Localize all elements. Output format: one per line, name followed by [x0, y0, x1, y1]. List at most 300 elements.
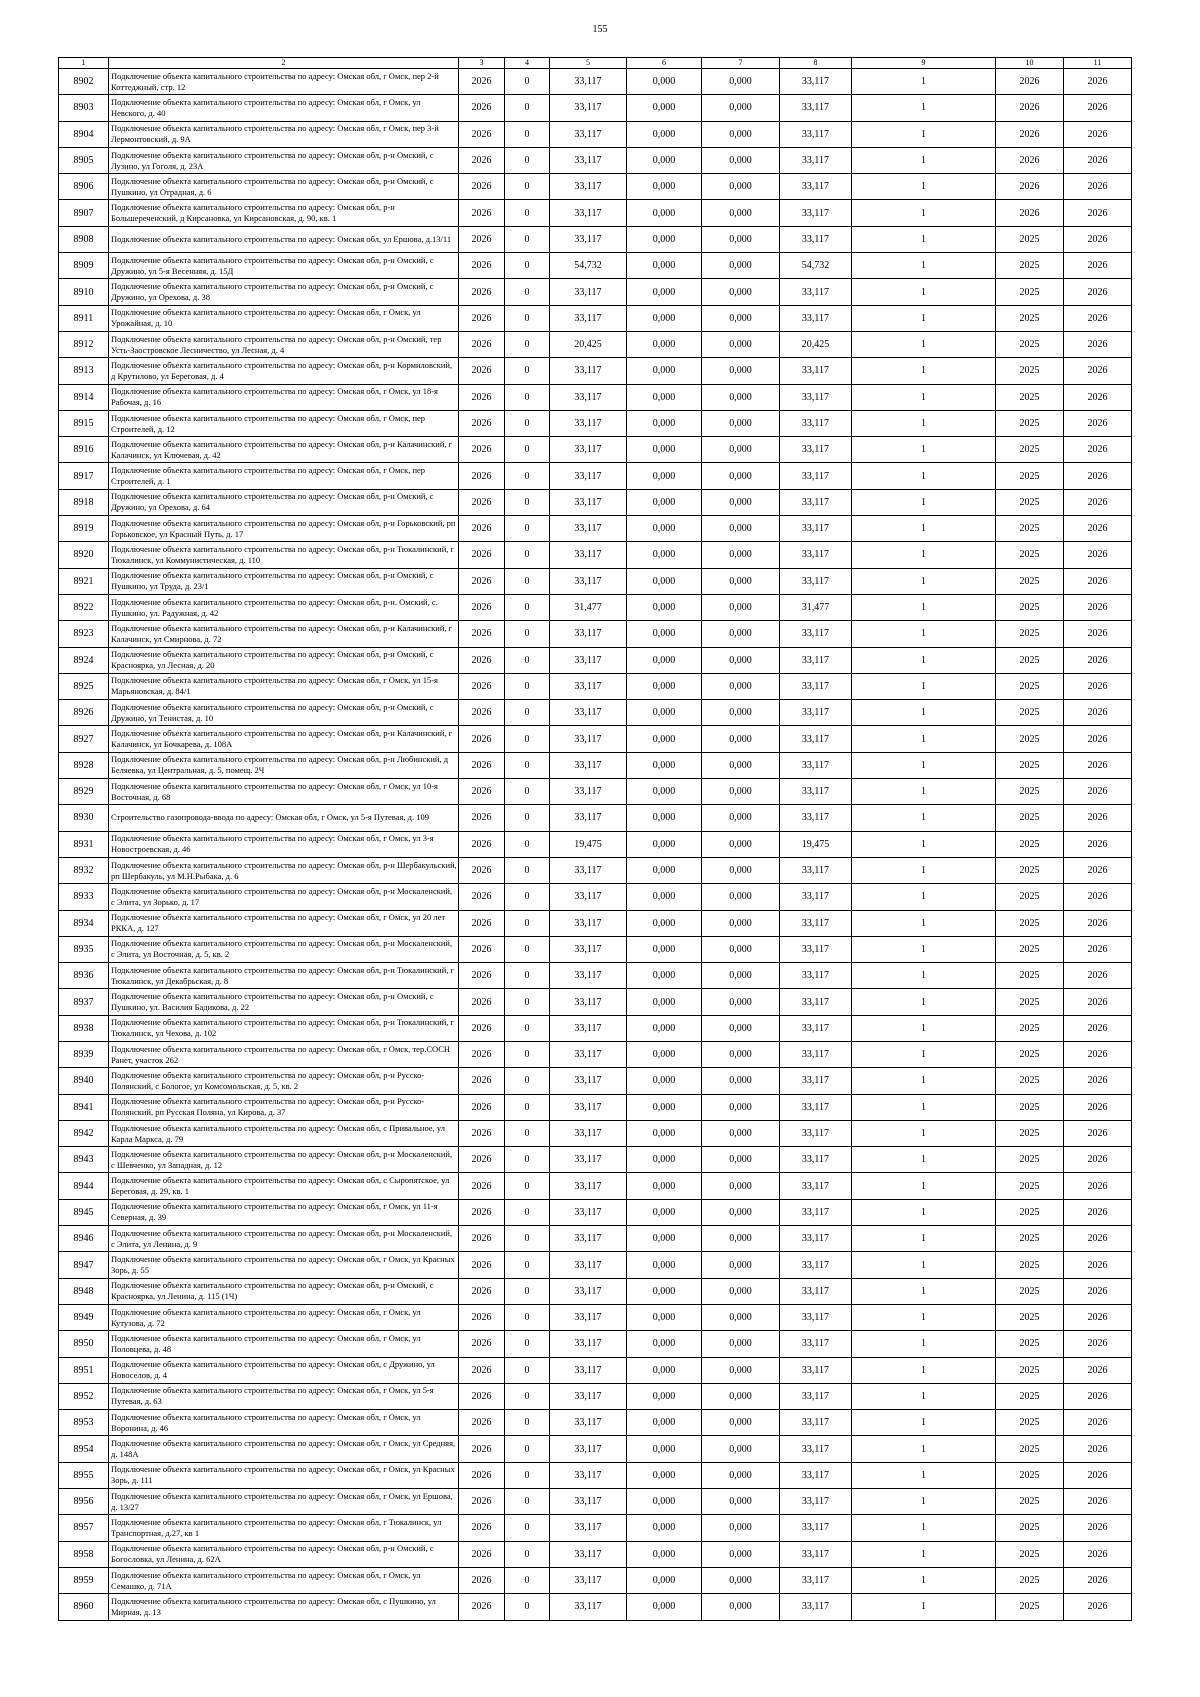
value-cell: 33,117: [780, 358, 852, 384]
count-cell: 1: [852, 463, 996, 489]
value-cell: 33,117: [550, 1199, 627, 1225]
table-row: [59, 516, 1132, 542]
value-cell: 33,117: [780, 857, 852, 883]
year-cell: 2026: [459, 831, 505, 857]
start-year-cell: 2025: [996, 831, 1064, 857]
value-cell: 33,117: [550, 384, 627, 410]
description-cell: Подключение объекта капитального строительства по адресу: Омская обл, р-н Любинский, д Беляевка, ул Центральная, д. 5, помещ. 2Ч: [109, 752, 459, 778]
description-cell: Строительство газопровода-ввода по адресу: Омская обл, г Омск, ул 5-я Путевая, д. 109: [109, 805, 459, 831]
description-cell: Подключение объекта капитального строительства по адресу: Омская обл, р-н Омский, с Дружино, ул 5-я Весенняя, д. 15Д: [109, 253, 459, 279]
table-row: [59, 253, 1132, 279]
year-cell: 2026: [459, 69, 505, 95]
value-cell: 0,000: [627, 437, 702, 463]
value-cell: 0,000: [627, 1147, 702, 1173]
description-cell: Подключение объекта капитального строительства по адресу: Омская обл, р-н Горьковский, рп Горьковское, ул Красный Путь, д. 17: [109, 516, 459, 542]
value-cell: 0,000: [702, 568, 780, 594]
end-year-cell: 2026: [1064, 384, 1132, 410]
table-row: [59, 647, 1132, 673]
value-cell: 0,000: [627, 1410, 702, 1436]
value-cell: 33,117: [550, 463, 627, 489]
value-cell: 33,117: [550, 1489, 627, 1515]
value-cell: 33,117: [550, 95, 627, 121]
row-number-cell: 8921: [59, 568, 109, 594]
table-row: [59, 989, 1132, 1015]
table-row: [59, 1489, 1132, 1515]
value-cell: 33,117: [780, 1357, 852, 1383]
count-cell: 1: [852, 910, 996, 936]
end-year-cell: 2026: [1064, 752, 1132, 778]
value-cell: 33,117: [780, 1041, 852, 1067]
count-cell: 1: [852, 121, 996, 147]
value-cell: 33,117: [780, 516, 852, 542]
value-cell: 33,117: [780, 437, 852, 463]
value-cell: 33,117: [550, 1410, 627, 1436]
value-cell: 54,732: [780, 253, 852, 279]
count-cell: 1: [852, 1541, 996, 1567]
start-year-cell: 2025: [996, 1489, 1064, 1515]
row-number-cell: 8905: [59, 147, 109, 173]
value-cell: 33,117: [780, 989, 852, 1015]
zero-cell: 0: [505, 1226, 550, 1252]
start-year-cell: 2025: [996, 621, 1064, 647]
table-row: [59, 542, 1132, 568]
year-cell: 2026: [459, 1094, 505, 1120]
value-cell: 0,000: [627, 253, 702, 279]
value-cell: 0,000: [627, 1041, 702, 1067]
start-year-cell: 2025: [996, 1147, 1064, 1173]
start-year-cell: 2025: [996, 1068, 1064, 1094]
row-number-cell: 8960: [59, 1594, 109, 1620]
count-cell: 1: [852, 226, 996, 252]
description-cell: Подключение объекта капитального строительства по адресу: Омская обл, р-н Тюкалинский, г Тюкалинск, ул Декабрьская, д. 8: [109, 963, 459, 989]
value-cell: 33,117: [550, 1278, 627, 1304]
value-cell: 33,117: [550, 1462, 627, 1488]
end-year-cell: 2026: [1064, 200, 1132, 226]
table-row: [59, 174, 1132, 200]
column-header: 4: [505, 58, 550, 69]
table-row: [59, 1226, 1132, 1252]
table-row: [59, 121, 1132, 147]
zero-cell: 0: [505, 1173, 550, 1199]
value-cell: 0,000: [702, 884, 780, 910]
end-year-cell: 2026: [1064, 516, 1132, 542]
value-cell: 33,117: [550, 516, 627, 542]
description-cell: Подключение объекта капитального строительства по адресу: Омская обл, р-н Москаленский, с Элита, ул Ленина, д. 9: [109, 1226, 459, 1252]
value-cell: 33,117: [780, 805, 852, 831]
start-year-cell: 2026: [996, 95, 1064, 121]
value-cell: 0,000: [702, 647, 780, 673]
start-year-cell: 2025: [996, 226, 1064, 252]
value-cell: 0,000: [702, 463, 780, 489]
zero-cell: 0: [505, 910, 550, 936]
column-header: 2: [109, 58, 459, 69]
count-cell: 1: [852, 963, 996, 989]
row-number-cell: 8955: [59, 1462, 109, 1488]
zero-cell: 0: [505, 989, 550, 1015]
table-row: [59, 1094, 1132, 1120]
value-cell: 33,117: [550, 226, 627, 252]
row-number-cell: 8940: [59, 1068, 109, 1094]
start-year-cell: 2025: [996, 752, 1064, 778]
description-cell: Подключение объекта капитального строительства по адресу: Омская обл, г Омск, ул 15-я Марьяновская, д. 84/1: [109, 673, 459, 699]
value-cell: 33,117: [780, 542, 852, 568]
value-cell: 0,000: [702, 226, 780, 252]
row-number-cell: 8902: [59, 69, 109, 95]
start-year-cell: 2026: [996, 174, 1064, 200]
zero-cell: 0: [505, 831, 550, 857]
value-cell: 0,000: [627, 226, 702, 252]
value-cell: 33,117: [780, 568, 852, 594]
count-cell: 1: [852, 568, 996, 594]
value-cell: 0,000: [702, 910, 780, 936]
value-cell: 33,117: [550, 121, 627, 147]
value-cell: 0,000: [627, 1173, 702, 1199]
page-number: 155: [592, 24, 608, 35]
count-cell: 1: [852, 1383, 996, 1409]
year-cell: 2026: [459, 1331, 505, 1357]
zero-cell: 0: [505, 1331, 550, 1357]
value-cell: 33,117: [780, 1199, 852, 1225]
value-cell: 0,000: [627, 1567, 702, 1593]
zero-cell: 0: [505, 1567, 550, 1593]
row-number-cell: 8928: [59, 752, 109, 778]
year-cell: 2026: [459, 936, 505, 962]
value-cell: 33,117: [550, 963, 627, 989]
description-cell: Подключение объекта капитального строительства по адресу: Омская обл, г Омск, пер Строителей, д. 12: [109, 410, 459, 436]
description-cell: Подключение объекта капитального строительства по адресу: Омская обл, р-н Кормиловский, д Крутилово, ул Береговая, д. 4: [109, 358, 459, 384]
value-cell: 0,000: [702, 831, 780, 857]
end-year-cell: 2026: [1064, 568, 1132, 594]
value-cell: 0,000: [627, 174, 702, 200]
zero-cell: 0: [505, 884, 550, 910]
row-number-cell: 8957: [59, 1515, 109, 1541]
end-year-cell: 2026: [1064, 831, 1132, 857]
value-cell: 33,117: [780, 69, 852, 95]
value-cell: 0,000: [702, 489, 780, 515]
row-number-cell: 8944: [59, 1173, 109, 1199]
start-year-cell: 2026: [996, 147, 1064, 173]
year-cell: 2026: [459, 147, 505, 173]
count-cell: 1: [852, 1041, 996, 1067]
zero-cell: 0: [505, 594, 550, 620]
value-cell: 33,117: [550, 410, 627, 436]
value-cell: 33,117: [780, 1304, 852, 1330]
start-year-cell: 2025: [996, 253, 1064, 279]
row-number-cell: 8914: [59, 384, 109, 410]
row-number-cell: 8947: [59, 1252, 109, 1278]
value-cell: 33,117: [550, 1383, 627, 1409]
table-row: [59, 331, 1132, 357]
value-cell: 33,117: [780, 1489, 852, 1515]
start-year-cell: 2025: [996, 700, 1064, 726]
value-cell: 33,117: [780, 779, 852, 805]
year-cell: 2026: [459, 305, 505, 331]
value-cell: 0,000: [702, 1410, 780, 1436]
value-cell: 0,000: [702, 1541, 780, 1567]
value-cell: 33,117: [550, 1041, 627, 1067]
row-number-cell: 8935: [59, 936, 109, 962]
start-year-cell: 2026: [996, 69, 1064, 95]
table-row: [59, 700, 1132, 726]
value-cell: 0,000: [627, 857, 702, 883]
value-cell: 0,000: [702, 69, 780, 95]
value-cell: 0,000: [627, 779, 702, 805]
value-cell: 0,000: [702, 1357, 780, 1383]
row-number-cell: 8939: [59, 1041, 109, 1067]
value-cell: 33,117: [780, 1068, 852, 1094]
value-cell: 0,000: [702, 1594, 780, 1620]
zero-cell: 0: [505, 673, 550, 699]
end-year-cell: 2026: [1064, 1120, 1132, 1146]
row-number-cell: 8908: [59, 226, 109, 252]
start-year-cell: 2025: [996, 936, 1064, 962]
zero-cell: 0: [505, 1094, 550, 1120]
year-cell: 2026: [459, 1278, 505, 1304]
description-cell: Подключение объекта капитального строительства по адресу: Омская обл, г Омск, ул Половцева, д. 48: [109, 1331, 459, 1357]
year-cell: 2026: [459, 121, 505, 147]
year-cell: 2026: [459, 568, 505, 594]
year-cell: 2026: [459, 910, 505, 936]
end-year-cell: 2026: [1064, 1594, 1132, 1620]
zero-cell: 0: [505, 726, 550, 752]
row-number-cell: 8920: [59, 542, 109, 568]
value-cell: 0,000: [627, 147, 702, 173]
value-cell: 33,117: [550, 1331, 627, 1357]
zero-cell: 0: [505, 226, 550, 252]
end-year-cell: 2026: [1064, 1094, 1132, 1120]
count-cell: 1: [852, 1068, 996, 1094]
zero-cell: 0: [505, 463, 550, 489]
description-cell: Подключение объекта капитального строительства по адресу: Омская обл, р-н Калачинский, г Калачинск, ул Смирнова, д. 72: [109, 621, 459, 647]
value-cell: 0,000: [627, 647, 702, 673]
description-cell: Подключение объекта капитального строительства по адресу: Омская обл, р-н Москаленский, с Элита, ул Восточная, д. 5, кв. 2: [109, 936, 459, 962]
value-cell: 0,000: [627, 95, 702, 121]
count-cell: 1: [852, 489, 996, 515]
description-cell: Подключение объекта капитального строительства по адресу: Омская обл, г Омск, ул 5-я Путевая, д. 63: [109, 1383, 459, 1409]
value-cell: 33,117: [780, 1147, 852, 1173]
end-year-cell: 2026: [1064, 963, 1132, 989]
zero-cell: 0: [505, 936, 550, 962]
start-year-cell: 2025: [996, 1357, 1064, 1383]
description-cell: Подключение объекта капитального строительства по адресу: Омская обл, р-н Шербакульский, рп Шербакуль, ул М.Н.Рыбака, д. 6: [109, 857, 459, 883]
value-cell: 0,000: [702, 594, 780, 620]
value-cell: 0,000: [627, 805, 702, 831]
table-row: [59, 463, 1132, 489]
count-cell: 1: [852, 1331, 996, 1357]
description-cell: Подключение объекта капитального строительства по адресу: Омская обл, р-н Омский, с Красноярка, ул Лесная, д. 20: [109, 647, 459, 673]
value-cell: 0,000: [702, 1436, 780, 1462]
value-cell: 33,117: [550, 1147, 627, 1173]
count-cell: 1: [852, 1120, 996, 1146]
end-year-cell: 2026: [1064, 279, 1132, 305]
count-cell: 1: [852, 1594, 996, 1620]
table-row: [59, 410, 1132, 436]
zero-cell: 0: [505, 1541, 550, 1567]
description-cell: Подключение объекта капитального строительства по адресу: Омская обл, с Сыропятское, ул Береговая, д. 29, кв. 1: [109, 1173, 459, 1199]
start-year-cell: 2026: [996, 121, 1064, 147]
value-cell: 33,117: [550, 1120, 627, 1146]
description-cell: Подключение объекта капитального строительства по адресу: Омская обл, р-н Омский, с Дружино, ул Орехова, д. 64: [109, 489, 459, 515]
row-number-cell: 8945: [59, 1199, 109, 1225]
value-cell: 0,000: [702, 1489, 780, 1515]
count-cell: 1: [852, 726, 996, 752]
year-cell: 2026: [459, 884, 505, 910]
count-cell: 1: [852, 1199, 996, 1225]
value-cell: 33,117: [550, 752, 627, 778]
table-row: [59, 1252, 1132, 1278]
value-cell: 0,000: [627, 1199, 702, 1225]
zero-cell: 0: [505, 1515, 550, 1541]
year-cell: 2026: [459, 1594, 505, 1620]
table-row: [59, 489, 1132, 515]
count-cell: 1: [852, 779, 996, 805]
year-cell: 2026: [459, 410, 505, 436]
end-year-cell: 2026: [1064, 700, 1132, 726]
value-cell: 33,117: [550, 936, 627, 962]
zero-cell: 0: [505, 121, 550, 147]
end-year-cell: 2026: [1064, 594, 1132, 620]
end-year-cell: 2026: [1064, 1489, 1132, 1515]
start-year-cell: 2025: [996, 910, 1064, 936]
value-cell: 0,000: [627, 910, 702, 936]
value-cell: 0,000: [702, 542, 780, 568]
value-cell: 0,000: [702, 1041, 780, 1067]
zero-cell: 0: [505, 1015, 550, 1041]
value-cell: 0,000: [627, 279, 702, 305]
table-row: [59, 1383, 1132, 1409]
description-cell: Подключение объекта капитального строительства по адресу: Омская обл, р-н Омский, тер Усть-Заостровское Лесничество, ул Лесная, д. 4: [109, 331, 459, 357]
description-cell: Подключение объекта капитального строительства по адресу: Омская обл, р-н Омский, с Пушкино, ул. Василия Бадикова, д. 22: [109, 989, 459, 1015]
count-cell: 1: [852, 831, 996, 857]
year-cell: 2026: [459, 1068, 505, 1094]
value-cell: 0,000: [702, 1462, 780, 1488]
description-cell: Подключение объекта капитального строительства по адресу: Омская обл, р-н Омский, с Дружино, ул Тенистая, д. 10: [109, 700, 459, 726]
row-number-cell: 8911: [59, 305, 109, 331]
start-year-cell: 2025: [996, 1094, 1064, 1120]
value-cell: 0,000: [702, 516, 780, 542]
value-cell: 33,117: [780, 1173, 852, 1199]
description-cell: Подключение объекта капитального строительства по адресу: Омская обл, г Омск, ул Семашко, д. 71А: [109, 1567, 459, 1593]
description-cell: Подключение объекта капитального строительства по адресу: Омская обл, г Омск, ул Воронина, д. 46: [109, 1410, 459, 1436]
value-cell: 0,000: [627, 673, 702, 699]
start-year-cell: 2025: [996, 1173, 1064, 1199]
value-cell: 0,000: [702, 989, 780, 1015]
year-cell: 2026: [459, 384, 505, 410]
count-cell: 1: [852, 700, 996, 726]
value-cell: 0,000: [627, 1436, 702, 1462]
start-year-cell: 2025: [996, 805, 1064, 831]
value-cell: 0,000: [627, 121, 702, 147]
description-cell: Подключение объекта капитального строительства по адресу: Омская обл, г Омск, ул Ершова, д. 13/27: [109, 1489, 459, 1515]
column-header: 10: [996, 58, 1064, 69]
description-cell: Подключение объекта капитального строительства по адресу: Омская обл, г Омск, ул Урожайная, д. 10: [109, 305, 459, 331]
value-cell: 0,000: [702, 673, 780, 699]
table-row: [59, 279, 1132, 305]
value-cell: 33,117: [780, 936, 852, 962]
value-cell: 0,000: [702, 700, 780, 726]
value-cell: 33,117: [780, 910, 852, 936]
value-cell: 33,117: [780, 1515, 852, 1541]
value-cell: 0,000: [702, 1120, 780, 1146]
zero-cell: 0: [505, 1278, 550, 1304]
description-cell: Подключение объекта капитального строительства по адресу: Омская обл, с Пушкино, ул Мирная, д. 13: [109, 1594, 459, 1620]
value-cell: 0,000: [702, 95, 780, 121]
start-year-cell: 2025: [996, 1278, 1064, 1304]
zero-cell: 0: [505, 542, 550, 568]
count-cell: 1: [852, 279, 996, 305]
count-cell: 1: [852, 1357, 996, 1383]
value-cell: 0,000: [702, 410, 780, 436]
value-cell: 33,117: [780, 147, 852, 173]
description-cell: Подключение объекта капитального строительства по адресу: Омская обл, г Омск, тер.СОСН Ранет, участок 262: [109, 1041, 459, 1067]
column-header: 5: [550, 58, 627, 69]
count-cell: 1: [852, 1015, 996, 1041]
value-cell: 0,000: [627, 331, 702, 357]
value-cell: 0,000: [702, 621, 780, 647]
value-cell: 33,117: [550, 147, 627, 173]
end-year-cell: 2026: [1064, 1515, 1132, 1541]
end-year-cell: 2026: [1064, 805, 1132, 831]
value-cell: 33,117: [550, 1567, 627, 1593]
value-cell: 33,117: [780, 1094, 852, 1120]
table-row: [59, 226, 1132, 252]
zero-cell: 0: [505, 1383, 550, 1409]
count-cell: 1: [852, 410, 996, 436]
year-cell: 2026: [459, 437, 505, 463]
year-cell: 2026: [459, 1567, 505, 1593]
year-cell: 2026: [459, 516, 505, 542]
start-year-cell: 2025: [996, 989, 1064, 1015]
end-year-cell: 2026: [1064, 410, 1132, 436]
count-cell: 1: [852, 358, 996, 384]
zero-cell: 0: [505, 568, 550, 594]
count-cell: 1: [852, 884, 996, 910]
year-cell: 2026: [459, 463, 505, 489]
value-cell: 19,475: [780, 831, 852, 857]
count-cell: 1: [852, 1226, 996, 1252]
count-cell: 1: [852, 253, 996, 279]
description-cell: Подключение объекта капитального строительства по адресу: Омская обл, р-н Омский, с Богословка, ул Ленина, д. 62А: [109, 1541, 459, 1567]
zero-cell: 0: [505, 1357, 550, 1383]
table-row: [59, 1331, 1132, 1357]
table-row: [59, 1567, 1132, 1593]
year-cell: 2026: [459, 700, 505, 726]
start-year-cell: 2025: [996, 647, 1064, 673]
end-year-cell: 2026: [1064, 726, 1132, 752]
count-cell: 1: [852, 1515, 996, 1541]
table-row: [59, 1041, 1132, 1067]
value-cell: 0,000: [627, 305, 702, 331]
data-table: [58, 57, 1132, 1621]
year-cell: 2026: [459, 331, 505, 357]
row-number-cell: 8948: [59, 1278, 109, 1304]
value-cell: 0,000: [702, 936, 780, 962]
table-row: [59, 752, 1132, 778]
end-year-cell: 2026: [1064, 305, 1132, 331]
value-cell: 33,117: [550, 884, 627, 910]
value-cell: 33,117: [780, 752, 852, 778]
value-cell: 0,000: [627, 1462, 702, 1488]
value-cell: 0,000: [702, 1199, 780, 1225]
table-row: [59, 779, 1132, 805]
column-header: 9: [852, 58, 996, 69]
year-cell: 2026: [459, 358, 505, 384]
count-cell: 1: [852, 1436, 996, 1462]
zero-cell: 0: [505, 1147, 550, 1173]
count-cell: 1: [852, 95, 996, 121]
value-cell: 0,000: [627, 1489, 702, 1515]
description-cell: Подключение объекта капитального строительства по адресу: Омская обл, р-н Омский, с Красноярка, ул Ленина, д. 115 (1Ч): [109, 1278, 459, 1304]
